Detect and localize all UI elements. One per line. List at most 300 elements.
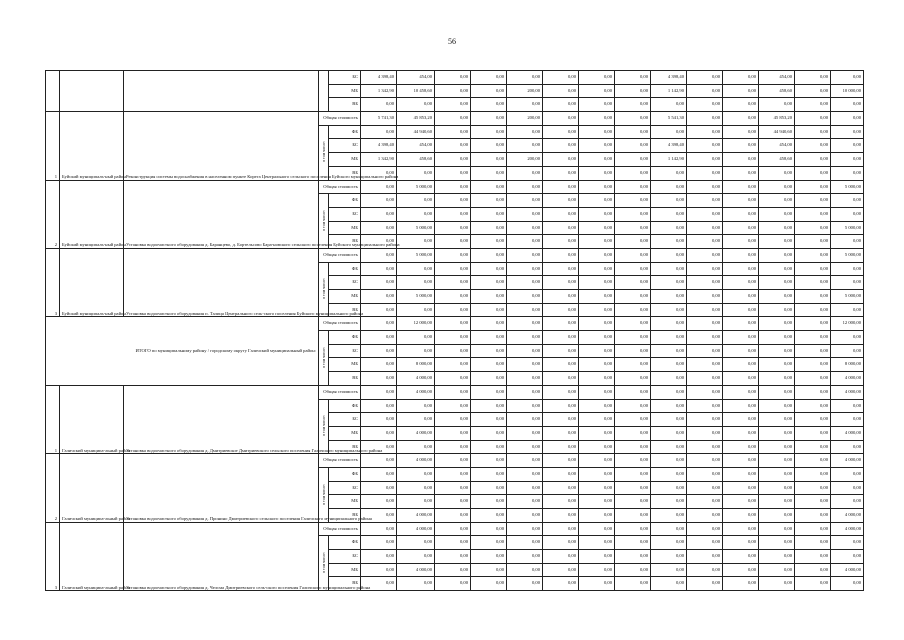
value-cell: 0,00 [687,577,723,591]
value-cell: 0,00 [759,467,795,481]
value-cell: 0,00 [435,180,471,194]
value-cell: 0,00 [361,262,397,276]
value-cell: 0,00 [831,98,864,112]
value-cell: 0,00 [759,522,795,536]
value-cell: 0,00 [615,454,651,468]
source-label: ФБ [329,262,361,276]
value-cell: 0,00 [795,166,831,180]
source-label: ВБ [329,372,361,386]
value-cell: 0,00 [361,317,397,331]
value-cell: 5 000,00 [831,221,864,235]
value-cell: 0,00 [361,385,397,399]
value-cell: 0,00 [615,98,651,112]
object-description: Установка водоочистного оборудования д. Пронино Дмитриевского сельского поселения Галичского муниципального района [124,454,319,522]
value-cell: 0,00 [543,331,579,345]
row-number: 2 [46,180,60,248]
value-cell: 0,00 [507,385,543,399]
value-cell: 0,00 [759,495,795,509]
value-cell: 0,00 [687,262,723,276]
value-cell: 8 000,00 [397,358,435,372]
value-cell: 0,00 [615,426,651,440]
value-cell: 0,00 [687,385,723,399]
value-cell: 0,00 [361,426,397,440]
total-cost-label: Общая стоимость [319,180,361,194]
value-cell: 1 142,90 [651,84,687,98]
source-label: ВБ [329,577,361,591]
value-cell: 4 000,00 [397,385,435,399]
value-cell: 0,00 [471,536,507,550]
value-cell: 0,00 [471,180,507,194]
value-cell: 0,00 [615,563,651,577]
value-cell: 454,00 [759,139,795,153]
value-cell: 0,00 [579,262,615,276]
value-cell: 0,00 [361,399,397,413]
value-cell: 0,00 [507,563,543,577]
value-cell: 0,00 [435,125,471,139]
value-cell: 0,00 [507,248,543,262]
value-cell: 0,00 [543,207,579,221]
value-cell: 0,00 [759,399,795,413]
value-cell: 0,00 [651,495,687,509]
value-cell: 0,00 [507,331,543,345]
total-row [46,180,864,194]
value-cell: 0,00 [397,413,435,427]
value-cell: 0,00 [795,481,831,495]
value-cell: 0,00 [471,139,507,153]
value-cell: 0,00 [759,166,795,180]
value-cell: 0,00 [615,385,651,399]
in-that-number-label [319,194,329,249]
value-cell: 0,00 [687,303,723,317]
value-cell: 0,00 [361,125,397,139]
value-cell: 0,00 [507,344,543,358]
value-cell: 0,00 [579,98,615,112]
value-cell: 0,00 [471,440,507,454]
value-cell: 0,00 [361,440,397,454]
total-row [46,385,864,399]
value-cell: 0,00 [543,84,579,98]
value-cell: 10 000,00 [831,84,864,98]
value-cell: 0,00 [435,344,471,358]
value-cell: 0,00 [435,563,471,577]
value-cell: 0,00 [795,454,831,468]
value-cell: 0,00 [361,235,397,249]
value-cell: 0,00 [831,331,864,345]
value-cell: 0,00 [723,550,759,564]
value-cell: 0,00 [615,358,651,372]
value-cell: 1 342,90 [361,153,397,167]
value-cell: 0,00 [471,481,507,495]
value-cell: 0,00 [543,358,579,372]
value-cell: 0,00 [615,290,651,304]
value-cell: 0,00 [795,317,831,331]
value-cell: 0,00 [615,276,651,290]
value-cell: 0,00 [615,180,651,194]
value-cell: 0,00 [361,344,397,358]
value-cell: 0,00 [435,71,471,85]
value-cell: 0,00 [687,440,723,454]
total-cost-label: Общая стоимость [319,112,361,126]
source-label: МБ [329,84,361,98]
value-cell: 0,00 [361,536,397,550]
value-cell: 0,00 [397,262,435,276]
value-cell: 0,00 [543,276,579,290]
value-cell: 0,00 [615,207,651,221]
value-cell: 0,00 [795,426,831,440]
district-name: Буйский муниципаль-ный район [60,248,124,316]
value-cell: 0,00 [579,276,615,290]
value-cell: 0,00 [615,71,651,85]
value-cell: 0,00 [759,221,795,235]
value-cell: 0,00 [723,98,759,112]
value-cell: 0,00 [543,221,579,235]
value-cell: 0,00 [759,331,795,345]
value-cell: 0,00 [471,344,507,358]
value-cell: 0,00 [471,71,507,85]
value-cell: 0,00 [795,577,831,591]
value-cell: 0,00 [723,481,759,495]
source-label: МБ [329,153,361,167]
value-cell: 5 000,00 [831,248,864,262]
value-cell: 0,00 [687,426,723,440]
value-cell: 0,00 [759,194,795,208]
source-label: МБ [329,495,361,509]
value-cell: 0,00 [651,372,687,386]
value-cell: 0,00 [507,276,543,290]
source-label: МБ [329,426,361,440]
value-cell: 0,00 [651,467,687,481]
value-cell: 4 398,40 [651,71,687,85]
value-cell: 0,00 [723,577,759,591]
value-cell: 0,00 [471,207,507,221]
value-cell: 0,00 [831,276,864,290]
value-cell: 0,00 [759,262,795,276]
value-cell: 0,00 [795,509,831,523]
value-cell: 458,60 [397,153,435,167]
value-cell: 0,00 [543,248,579,262]
value-cell: 44 940,60 [397,125,435,139]
source-label: БС [329,71,361,85]
value-cell: 0,00 [361,454,397,468]
value-cell: 200,00 [507,84,543,98]
value-cell: 0,00 [471,509,507,523]
value-cell: 0,00 [831,153,864,167]
value-cell: 0,00 [543,125,579,139]
in-that-number-text: в том числе: [321,483,326,505]
value-cell: 0,00 [471,467,507,481]
value-cell: 0,00 [687,125,723,139]
value-cell: 4 000,00 [397,509,435,523]
value-cell: 0,00 [471,426,507,440]
value-cell: 0,00 [579,344,615,358]
value-cell: 0,00 [759,481,795,495]
value-cell: 0,00 [435,303,471,317]
value-cell: 200,00 [507,153,543,167]
source-label: БС [329,207,361,221]
value-cell: 0,00 [507,262,543,276]
value-cell: 0,00 [615,522,651,536]
value-cell: 454,00 [397,139,435,153]
value-cell: 0,00 [831,577,864,591]
value-cell: 0,00 [687,221,723,235]
value-cell: 0,00 [507,125,543,139]
value-cell: 0,00 [723,509,759,523]
value-cell: 0,00 [615,262,651,276]
value-cell: 0,00 [471,112,507,126]
value-cell: 0,00 [651,262,687,276]
value-cell: 0,00 [723,454,759,468]
value-cell: 0,00 [397,166,435,180]
value-cell: 1 142,90 [651,153,687,167]
value-cell: 0,00 [471,413,507,427]
value-cell: 0,00 [615,194,651,208]
value-cell: 0,00 [397,194,435,208]
value-cell: 0,00 [723,303,759,317]
value-cell: 0,00 [435,481,471,495]
value-cell: 0,00 [435,440,471,454]
value-cell: 0,00 [471,577,507,591]
value-cell: 0,00 [795,71,831,85]
row-number: 2 [46,454,60,522]
value-cell: 0,00 [831,303,864,317]
value-cell: 0,00 [795,112,831,126]
value-cell: 0,00 [507,536,543,550]
value-cell: 0,00 [759,248,795,262]
value-cell: 0,00 [615,413,651,427]
object-description: Реконструкция системы водоснабжения в населенном пункте Корега Центрального сельского поселения Буйского муниципального района [124,112,319,180]
value-cell: 0,00 [651,440,687,454]
value-cell: 0,00 [543,467,579,481]
value-cell: 0,00 [615,550,651,564]
value-cell: 0,00 [687,207,723,221]
value-cell: 0,00 [759,344,795,358]
value-cell: 0,00 [795,344,831,358]
value-cell: 0,00 [831,550,864,564]
value-cell: 0,00 [435,550,471,564]
value-cell: 0,00 [759,317,795,331]
value-cell: 0,00 [435,522,471,536]
value-cell: 0,00 [759,426,795,440]
value-cell: 0,00 [507,303,543,317]
value-cell: 4 000,00 [397,522,435,536]
value-cell: 0,00 [579,112,615,126]
value-cell: 0,00 [831,399,864,413]
value-cell: 4 000,00 [831,454,864,468]
value-cell: 0,00 [579,440,615,454]
value-cell: 0,00 [831,207,864,221]
value-cell: 0,00 [687,481,723,495]
value-cell: 0,00 [723,139,759,153]
value-cell: 0,00 [795,413,831,427]
value-cell: 0,00 [435,194,471,208]
value-cell: 0,00 [615,536,651,550]
value-cell: 4 000,00 [831,372,864,386]
value-cell: 0,00 [795,385,831,399]
value-cell: 0,00 [759,276,795,290]
value-cell: 0,00 [507,180,543,194]
source-label: ВБ [329,235,361,249]
value-cell: 0,00 [723,331,759,345]
value-cell: 0,00 [723,221,759,235]
value-cell: 0,00 [435,207,471,221]
in-that-number-text: в том числе: [321,552,326,573]
value-cell: 0,00 [723,467,759,481]
value-cell: 0,00 [723,385,759,399]
value-cell: 0,00 [361,577,397,591]
district-name: Буйский муниципаль-ный район [60,180,124,248]
value-cell: 0,00 [651,344,687,358]
value-cell: 0,00 [831,125,864,139]
value-cell: 0,00 [579,372,615,386]
value-cell: 4 000,00 [831,426,864,440]
value-cell: 0,00 [507,207,543,221]
value-cell: 0,00 [651,481,687,495]
value-cell: 0,00 [471,331,507,345]
value-cell: 0,00 [579,331,615,345]
value-cell: 5 741,30 [361,112,397,126]
table-row [46,71,864,85]
value-cell: 0,00 [687,413,723,427]
value-cell: 0,00 [471,317,507,331]
value-cell: 0,00 [687,248,723,262]
source-label: МБ [329,563,361,577]
value-cell: 0,00 [543,235,579,249]
value-cell: 0,00 [361,413,397,427]
value-cell: 0,00 [615,235,651,249]
value-cell: 0,00 [687,399,723,413]
value-cell: 0,00 [651,303,687,317]
value-cell: 0,00 [397,440,435,454]
value-cell: 0,00 [507,358,543,372]
value-cell: 0,00 [543,536,579,550]
value-cell: 0,00 [723,372,759,386]
value-cell: 0,00 [471,385,507,399]
value-cell: 0,00 [471,372,507,386]
value-cell: 10 458,60 [397,84,435,98]
value-cell: 0,00 [397,550,435,564]
value-cell: 0,00 [831,112,864,126]
value-cell: 0,00 [543,385,579,399]
value-cell: 0,00 [651,577,687,591]
value-cell: 0,00 [507,399,543,413]
value-cell: 1 342,90 [361,84,397,98]
value-cell: 0,00 [579,125,615,139]
value-cell: 0,00 [471,194,507,208]
value-cell: 12 000,00 [397,317,435,331]
value-cell: 0,00 [759,577,795,591]
value-cell: 0,00 [615,509,651,523]
value-cell: 0,00 [507,166,543,180]
page-number: 56 [448,37,456,46]
value-cell: 0,00 [687,536,723,550]
value-cell: 0,00 [361,290,397,304]
value-cell: 0,00 [471,84,507,98]
investment-table [45,70,861,597]
source-label: МБ [329,221,361,235]
value-cell: 0,00 [397,276,435,290]
value-cell: 5 000,00 [831,290,864,304]
value-cell: 0,00 [579,385,615,399]
value-cell: 0,00 [543,153,579,167]
value-cell: 0,00 [579,399,615,413]
value-cell: 0,00 [507,235,543,249]
funding-table [45,70,864,591]
value-cell: 0,00 [579,84,615,98]
value-cell: 0,00 [471,358,507,372]
value-cell: 0,00 [435,153,471,167]
value-cell: 4 000,00 [831,385,864,399]
source-label: ВБ [329,440,361,454]
value-cell: 0,00 [435,276,471,290]
value-cell: 0,00 [579,413,615,427]
value-cell: 0,00 [361,331,397,345]
value-cell: 0,00 [723,413,759,427]
value-cell: 0,00 [831,139,864,153]
value-cell: 0,00 [615,344,651,358]
value-cell: 0,00 [507,509,543,523]
value-cell: 0,00 [795,495,831,509]
value-cell: 0,00 [435,509,471,523]
value-cell: 0,00 [651,290,687,304]
value-cell: 0,00 [397,577,435,591]
value-cell: 0,00 [543,563,579,577]
value-cell: 0,00 [361,522,397,536]
value-cell: 0,00 [795,194,831,208]
value-cell: 0,00 [759,536,795,550]
total-cost-label: Общая стоимость [319,317,361,331]
value-cell: 458,60 [759,84,795,98]
row-number: 3 [46,522,60,590]
value-cell: 0,00 [831,481,864,495]
source-label: ФБ [329,331,361,345]
value-cell: 0,00 [543,71,579,85]
value-cell: 0,00 [759,563,795,577]
value-cell: 0,00 [831,166,864,180]
value-cell: 0,00 [651,358,687,372]
value-cell: 4 000,00 [397,563,435,577]
value-cell: 0,00 [759,207,795,221]
value-cell: 0,00 [507,440,543,454]
value-cell: 0,00 [543,522,579,536]
value-cell: 0,00 [687,139,723,153]
in-that-number-text: в том числе: [321,278,326,300]
value-cell: 0,00 [651,166,687,180]
value-cell: 0,00 [831,344,864,358]
value-cell: 0,00 [723,426,759,440]
value-cell: 0,00 [507,481,543,495]
value-cell: 4 000,00 [397,426,435,440]
value-cell: 0,00 [435,112,471,126]
value-cell: 0,00 [615,317,651,331]
value-cell: 0,00 [579,248,615,262]
value-cell: 0,00 [723,536,759,550]
value-cell: 4 000,00 [831,509,864,523]
source-label: БС [329,413,361,427]
value-cell: 4 000,00 [831,522,864,536]
value-cell: 0,00 [361,467,397,481]
value-cell: 0,00 [471,563,507,577]
value-cell: 454,00 [759,71,795,85]
in-that-number-label [319,536,329,591]
value-cell: 0,00 [435,166,471,180]
value-cell: 0,00 [543,180,579,194]
value-cell: 0,00 [507,522,543,536]
value-cell: 0,00 [759,290,795,304]
value-cell: 0,00 [507,98,543,112]
value-cell: 0,00 [435,385,471,399]
value-cell: 0,00 [579,467,615,481]
value-cell: 0,00 [795,235,831,249]
